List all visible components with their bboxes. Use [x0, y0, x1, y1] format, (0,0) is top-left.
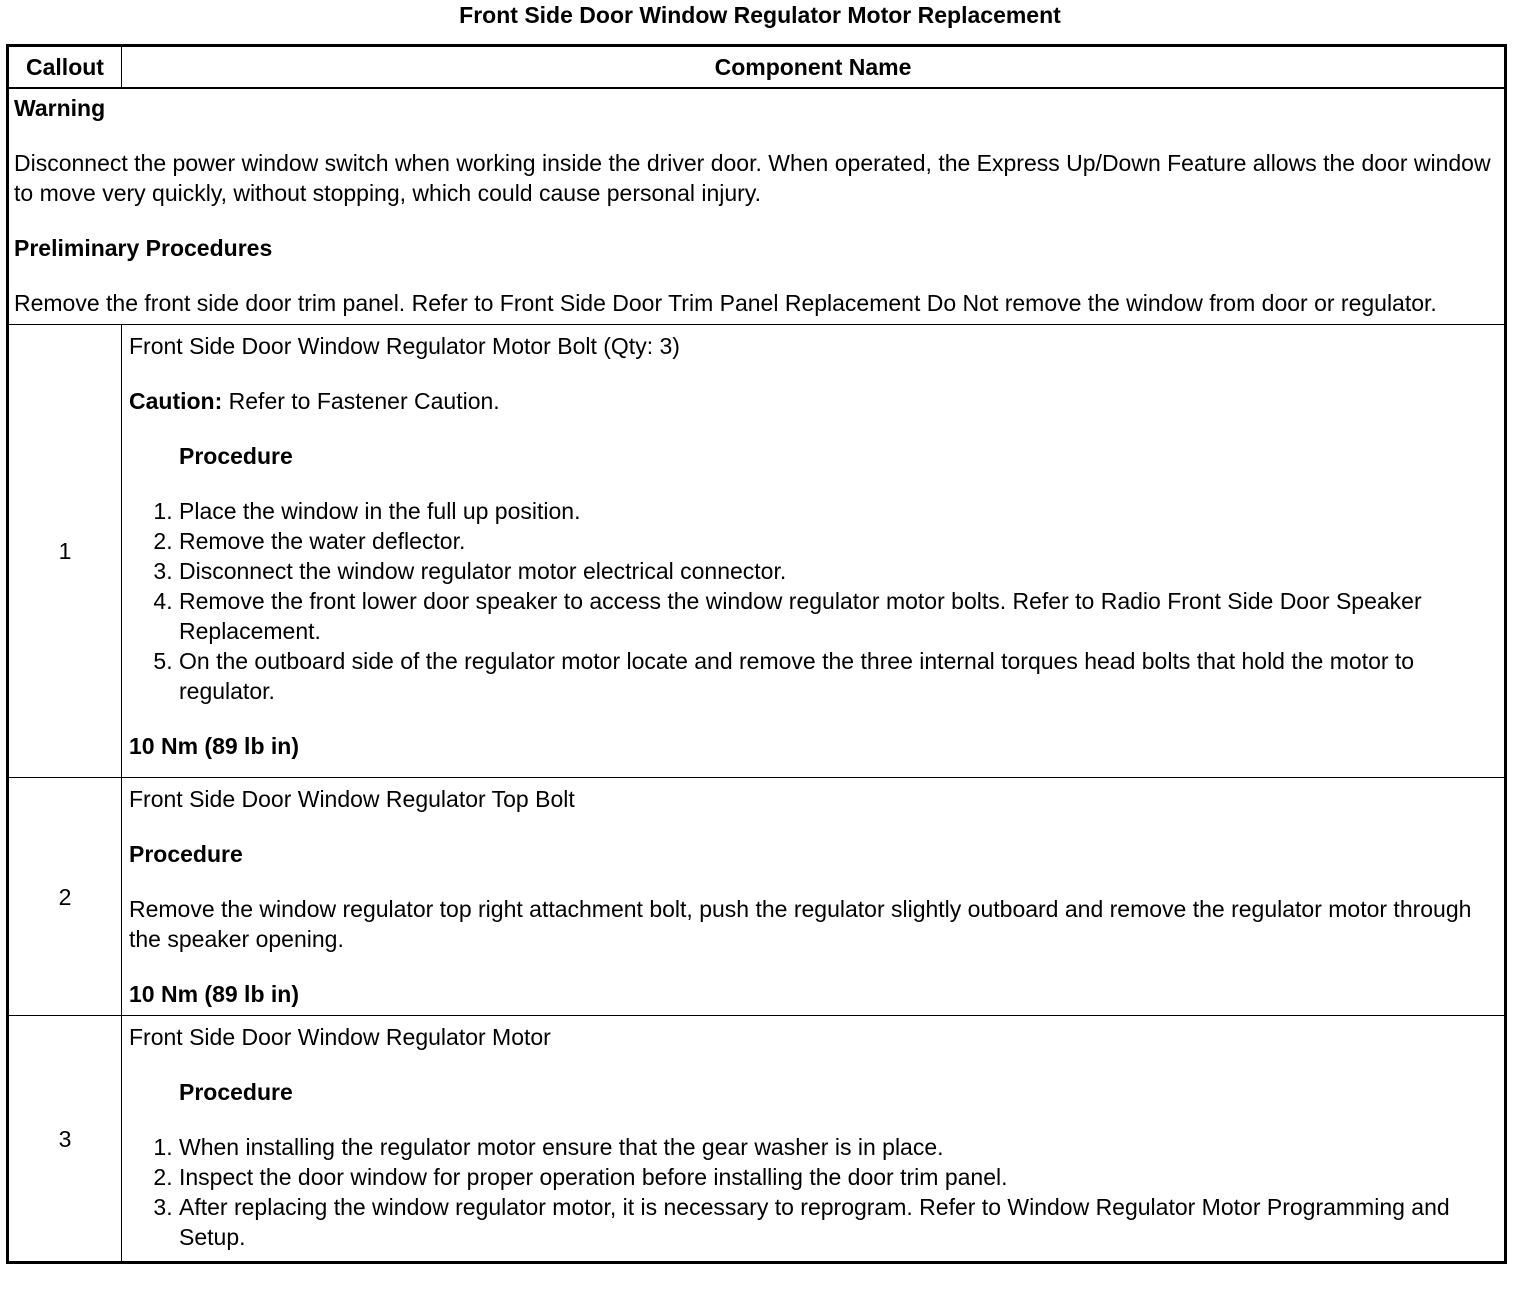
- torque-spec: 10 Nm (89 lb in): [129, 981, 299, 1007]
- callout-cell: 2: [8, 778, 122, 1016]
- caution-text: Refer to Fastener Caution.: [222, 388, 500, 414]
- table-header-row: [8, 46, 1506, 89]
- procedure-steps: [129, 496, 1494, 706]
- caution-line: [129, 386, 1494, 416]
- component-name: Front Side Door Window Regulator Top Bolt: [129, 786, 575, 812]
- procedure-heading: Procedure: [179, 443, 293, 469]
- procedure-step: 2. Remove the water deflector.: [179, 526, 1494, 556]
- warning-text: Disconnect the power window switch when working inside the driver door. When operated, the Express Up/Down Feature allows the door window to move very quickly, without stopping, which could cause personal injury.: [14, 150, 1491, 206]
- procedure-text: Remove the window regulator top right attachment bolt, push the regulator slightly outboard and remove the regulator motor through the speaker opening.: [129, 896, 1472, 952]
- page-title: Front Side Door Window Regulator Motor Replacement: [459, 2, 1061, 28]
- table-row: [8, 325, 1506, 778]
- procedure-table: [6, 44, 1507, 1264]
- intro-cell: [8, 88, 1506, 325]
- procedure-step: 3. Disconnect the window regulator motor electrical connector.: [179, 556, 1494, 586]
- procedure-step: 4. Remove the front lower door speaker to access the window regulator motor bolts. Refer to Radio Front Side Door Speaker Replacement.: [179, 586, 1494, 646]
- component-cell: [122, 778, 1506, 1016]
- component-name: Front Side Door Window Regulator Motor: [129, 1024, 551, 1050]
- procedure-step: 5. On the outboard side of the regulator motor locate and remove the three internal torques head bolts that hold the motor to regulator.: [179, 646, 1494, 706]
- component-cell: [122, 325, 1506, 778]
- component-cell: [122, 1016, 1506, 1263]
- caution-label: Caution:: [129, 388, 223, 414]
- torque-spec: 10 Nm (89 lb in): [129, 733, 299, 759]
- procedure-heading: Procedure: [179, 1079, 293, 1105]
- table-row: [8, 778, 1506, 1016]
- prelim-text: Remove the front side door trim panel. Refer to Front Side Door Trim Panel Replacement Do Not remove the window from door or regulator.: [14, 290, 1437, 316]
- header-component-name: Component Name: [122, 46, 1506, 89]
- procedure-step: 1. Place the window in the full up position.: [179, 496, 1494, 526]
- prelim-heading: Preliminary Procedures: [14, 235, 273, 261]
- warning-heading: Warning: [14, 95, 106, 121]
- component-name: Front Side Door Window Regulator Motor Bolt (Qty: 3): [129, 333, 680, 359]
- callout-cell: 3: [8, 1016, 122, 1263]
- procedure-steps: [129, 1132, 1494, 1252]
- procedure-heading: Procedure: [129, 841, 243, 867]
- intro-row: [8, 88, 1506, 325]
- procedure-step: 1. When installing the regulator motor ensure that the gear washer is in place.: [179, 1132, 1494, 1162]
- callout-cell: 1: [8, 325, 122, 778]
- procedure-step: 3. After replacing the window regulator motor, it is necessary to reprogram. Refer to Window Regulator Motor Programming and Setup.: [179, 1192, 1494, 1252]
- procedure-step: 2. Inspect the door window for proper operation before installing the door trim panel.: [179, 1162, 1494, 1192]
- table-row: [8, 1016, 1506, 1263]
- header-callout: Callout: [8, 46, 122, 89]
